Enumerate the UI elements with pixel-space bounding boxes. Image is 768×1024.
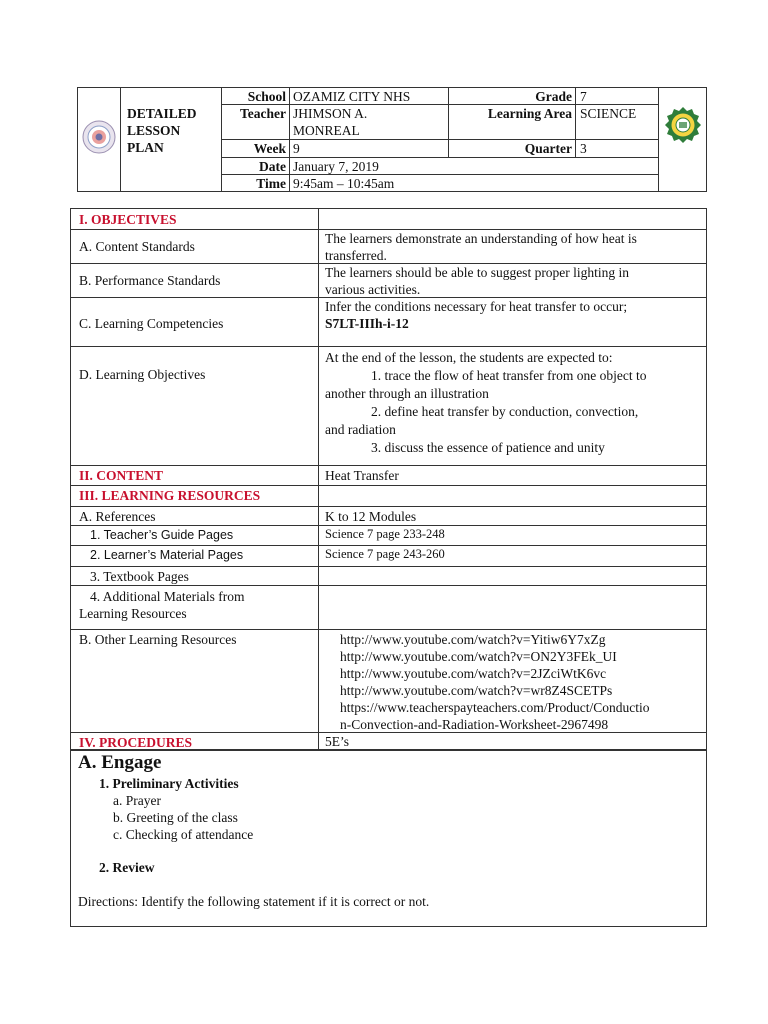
header-row-line [221, 139, 658, 140]
other-resources-label: B. Other Learning Resources [79, 632, 237, 647]
review-title: 2. Review [99, 860, 155, 875]
row-line [70, 346, 707, 347]
review-directions: Directions: Identify the following statement if it is correct or not. [78, 894, 430, 909]
school-value: OZAMIZ CITY NHS [293, 89, 411, 104]
week-label: Week [253, 141, 286, 156]
teacher-label: Teacher [240, 106, 286, 121]
time-label: Time [256, 176, 286, 191]
header-divider [120, 87, 121, 192]
header-divider [575, 87, 576, 158]
header-row-line [221, 174, 658, 175]
resource-link[interactable]: http://www.youtube.com/watch?v=Yitiw6Y7xZg [340, 632, 606, 647]
references-label: A. References [79, 509, 156, 524]
resource-link[interactable]: http://www.youtube.com/watch?v=wr8Z4SCETPs [340, 683, 613, 698]
engage-title: A. Engage [78, 752, 162, 773]
deped-seal-icon [82, 120, 116, 154]
learning-competencies-value: Infer the conditions necessary for heat transfer to occur; S7LT-IIIh-i-12 [325, 298, 703, 332]
week-value: 9 [293, 141, 300, 156]
row-line [70, 566, 707, 567]
other-resources-links [340, 631, 705, 733]
time-value: 9:45am – 10:45am [293, 176, 395, 191]
learning-objectives-value: At the end of the lesson, the students are expected to: 1. trace the flow of heat transfer from one object to another through an illustration 2. define heat transfer by conduction, convection, and radiation 3. discuss the essence of patience and unity [325, 350, 647, 455]
competency-code: S7LT-IIIh-i-12 [325, 316, 409, 331]
quarter-label: Quarter [524, 141, 572, 156]
prelim-list [113, 792, 253, 843]
tg-pages-value: Science 7 page 233-248 [325, 527, 445, 541]
prelim-title: 1. Preliminary Activities [99, 776, 239, 791]
resource-link[interactable]: https://www.teacherspayteachers.com/Product/Conductio [340, 700, 650, 715]
row-line [70, 485, 707, 486]
doc-title: DETAILED LESSON PLAN [127, 106, 197, 155]
list-item: c. Checking of attendance [113, 827, 254, 842]
header-divider [658, 87, 659, 192]
resources-heading: III. LEARNING RESOURCES [79, 488, 261, 503]
resource-link[interactable]: n-Convection-and-Radiation-Worksheet-2967498 [340, 717, 609, 732]
date-value: January 7, 2019 [293, 159, 379, 174]
list-item: a. Prayer [113, 793, 161, 808]
header-row-line [221, 157, 658, 158]
learning-competencies-label: C. Learning Competencies [79, 316, 224, 331]
quarter-value: 3 [580, 141, 587, 156]
objectives-heading: I. OBJECTIVES [79, 212, 177, 227]
row-line [70, 465, 707, 466]
header-divider [448, 87, 449, 158]
grade-value: 7 [580, 89, 587, 104]
procedures-heading: IV. PROCEDURES [79, 735, 193, 750]
learning-area-label: Learning Area [487, 106, 572, 121]
performance-standards-label: B. Performance Standards [79, 273, 221, 288]
references-value: K to 12 Modules [325, 509, 417, 524]
content-heading: II. CONTENT [79, 468, 164, 483]
additional-materials-label: 4. Additional Materials from Learning Resources [79, 589, 245, 621]
resource-link[interactable]: http://www.youtube.com/watch?v=2JZciWtK6vc [340, 666, 607, 681]
lesson-column-divider [318, 208, 319, 750]
content-standards-label: A. Content Standards [79, 239, 195, 254]
row-line [70, 585, 707, 586]
list-item: b. Greeting of the class [113, 810, 238, 825]
grade-label: Grade [535, 89, 572, 104]
lm-pages-label: 2. Learner’s Material Pages [90, 548, 244, 562]
school-label: School [247, 89, 286, 104]
learning-area-value: SCIENCE [580, 106, 637, 121]
textbook-label: 3. Textbook Pages [90, 569, 189, 584]
teacher-value: JHIMSON A. MONREAL [293, 106, 368, 138]
row-line [70, 506, 707, 507]
lm-pages-value: Science 7 page 243-260 [325, 547, 445, 561]
resource-link[interactable]: http://www.youtube.com/watch?v=ON2Y3FEk_UI [340, 649, 617, 664]
date-label: Date [259, 159, 286, 174]
performance-standards-value: The learners should be able to suggest proper lighting in various activities. [325, 265, 630, 297]
content-standards-value: The learners demonstrate an understanding of how heat is transferred. [325, 231, 637, 263]
content-value: Heat Transfer [325, 468, 399, 483]
tg-pages-label: 1. Teacher’s Guide Pages [90, 528, 234, 542]
learning-objectives-label: D. Learning Objectives [79, 367, 206, 382]
school-seal-icon [664, 106, 702, 144]
procedures-value: 5E’s [325, 734, 350, 749]
row-line [70, 629, 707, 630]
